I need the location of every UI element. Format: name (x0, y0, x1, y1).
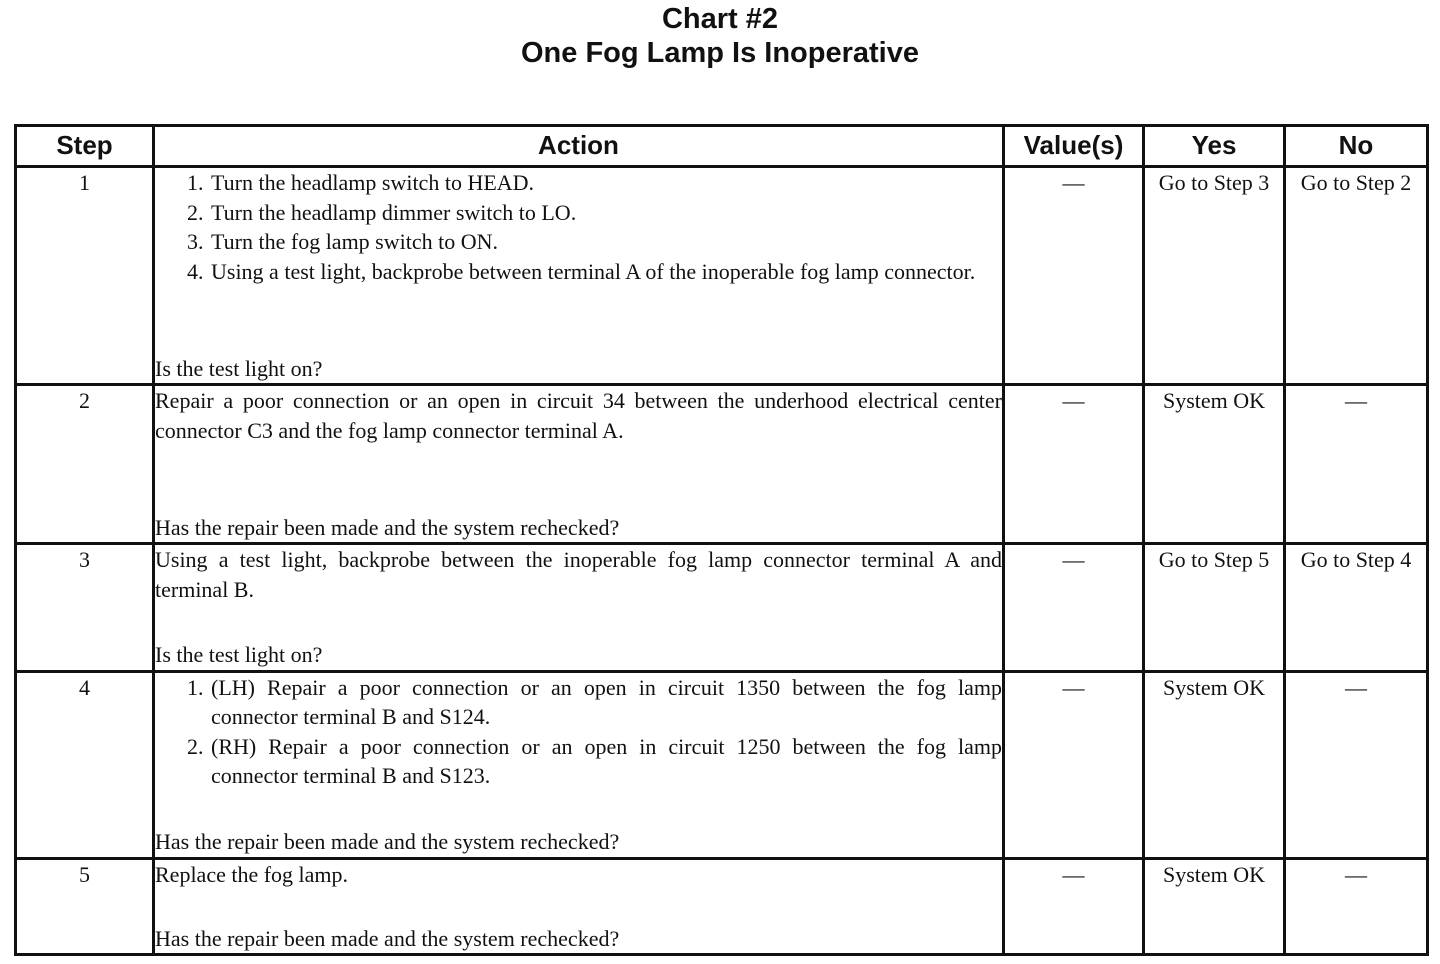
action-question: Has the repair been made and the system rechecked? (155, 829, 620, 855)
no-cell: Go to Step 4 (1285, 544, 1428, 671)
table-row (16, 671, 1428, 858)
no-cell: — (1285, 858, 1428, 954)
action-steps-list (155, 168, 1002, 286)
chart-title (0, 2, 1440, 70)
step-number: 3 (16, 544, 154, 671)
step-number: 1 (16, 167, 154, 385)
yes-cell: Go to Step 5 (1144, 544, 1285, 671)
value-cell: — (1004, 544, 1144, 671)
step-number: 2 (16, 385, 154, 544)
no-cell: Go to Step 2 (1285, 167, 1428, 385)
action-cell (154, 671, 1004, 858)
header-row (16, 126, 1428, 167)
table-row (16, 858, 1428, 954)
action-question: Is the test light on? (155, 355, 323, 381)
yes-cell: Go to Step 3 (1144, 167, 1285, 385)
yes-cell: System OK (1144, 858, 1285, 954)
value-cell: — (1004, 167, 1144, 385)
action-text: Replace the fog lamp. (155, 861, 349, 887)
action-cell (154, 544, 1004, 671)
value-cell: — (1004, 671, 1144, 858)
action-text: Repair a poor connection or an open in circuit 34 between the underhood electrical center connector C3 and the fog lamp connector terminal A. (155, 388, 1002, 443)
action-step-item: 2. (RH) Repair a poor connection or an open in circuit 1250 between the fog lamp connector terminal B and S123. (209, 732, 1002, 791)
header-values: Value(s) (1004, 126, 1144, 167)
action-question: Has the repair been made and the system rechecked? (155, 925, 620, 951)
value-cell: — (1004, 385, 1144, 544)
action-question: Has the repair been made and the system rechecked? (155, 514, 620, 540)
action-step-item: 1. Turn the headlamp switch to HEAD. (209, 168, 1002, 198)
action-step-item: 4. Using a test light, backprobe between terminal A of the inoperable fog lamp connector. (209, 257, 1002, 287)
action-step-item: 3. Turn the fog lamp switch to ON. (209, 227, 1002, 257)
header-action: Action (154, 126, 1004, 167)
action-cell (154, 385, 1004, 544)
chart-title-line1: Chart #2 (661, 3, 779, 35)
action-step-item: 2. Turn the headlamp dimmer switch to LO. (209, 198, 1002, 228)
header-step: Step (16, 126, 154, 167)
table-row (16, 544, 1428, 671)
no-cell: — (1285, 671, 1428, 858)
yes-cell: System OK (1144, 671, 1285, 858)
step-number: 5 (16, 858, 154, 954)
value-cell: — (1004, 858, 1144, 954)
action-question: Is the test light on? (155, 642, 323, 668)
action-text: Using a test light, backprobe between the inoperable fog lamp connector terminal A and terminal B. (155, 547, 1002, 602)
diagnostic-table (14, 124, 1429, 956)
action-cell (154, 167, 1004, 385)
header-no: No (1285, 126, 1428, 167)
action-steps-list (155, 673, 1002, 791)
no-cell: — (1285, 385, 1428, 544)
action-cell (154, 858, 1004, 954)
yes-cell: System OK (1144, 385, 1285, 544)
table-row (16, 167, 1428, 385)
step-number: 4 (16, 671, 154, 858)
action-step-item: 1. (LH) Repair a poor connection or an open in circuit 1350 between the fog lamp connector terminal B and S124. (209, 673, 1002, 732)
table-row (16, 385, 1428, 544)
chart-title-line2: One Fog Lamp Is Inoperative (520, 37, 919, 69)
header-yes: Yes (1144, 126, 1285, 167)
